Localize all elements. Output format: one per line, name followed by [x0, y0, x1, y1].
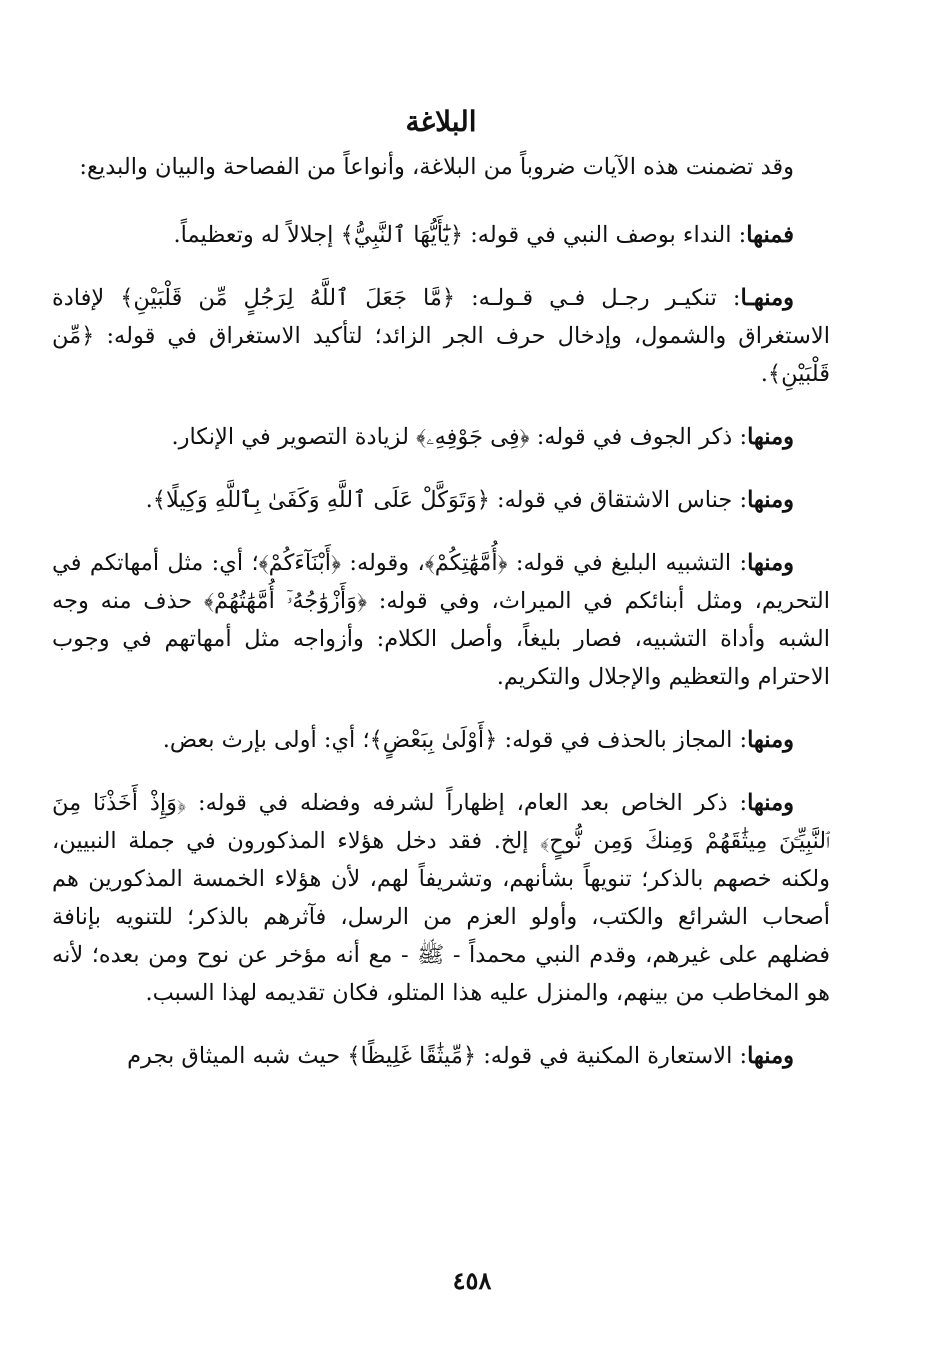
rhetoric-item-2: [52, 279, 830, 393]
item-lead: فمنها: [746, 222, 794, 248]
item-text: : ذكر الخاص بعد العام، إظهاراً لشرفه وفضله في قوله: ﴿وَإِذْ أَخَذْنَا مِنَ ٱلنَّبِيِّـۧنَ مِيثَٰقَهُمْ وَمِنكَ وَمِن نُّوحٍ﴾ إلخ. فقد دخل هؤلاء المذكورون في جملة النبيين، ولكنه خصهم بالذكر؛ تنويهاً بشأنهم، وتشريفاً لهم، لأن هؤلاء الخمسة المذكورين هم أصحاب الشرائع والكتب، وأولو العزم من الرسل، فآثرهم بالذكر؛ للتنويه بإنافة فضلهم على غيرهم، وقدم النبي محمداً - ﷺ - مع أنه مؤخر عن نوح ومن بعده؛ لأنه هو المخاطب من بينهم، والمنزل عليه هذا المتلو، فكان تقديمه لهذا السبب.: [52, 790, 830, 1006]
item-lead: ومنها: [747, 487, 794, 513]
item-text: : المجاز بالحذف في قوله: ﴿أَوْلَىٰ بِبَعْضٍ﴾؛ أي: أولى بإرث بعض.: [162, 727, 748, 753]
rhetoric-item-7: [52, 784, 830, 1012]
item-lead: ومنها: [747, 550, 794, 576]
rhetoric-item-5: [52, 544, 830, 696]
rhetoric-item-1: [52, 216, 830, 254]
item-lead: ومنها: [747, 727, 794, 753]
rhetoric-item-6: [52, 721, 830, 759]
item-text: : التشبيه البليغ في قوله: ﴿أُمَّهَٰتِكُمْ﴾، وقوله: ﴿أَبْنَآءَكُمْ﴾؛ أي: مثل أمهاتكم في التحريم، ومثل أبنائكم في الميراث، وفي قوله: ﴿وَأَزْوَٰجُهُۥٓ أُمَّهَٰتُهُمْ﴾ حذف منه وجه الشبه وأداة التشبيه، فصار بليغاً، وأصل الكلام: وأزواجه مثل أمهاتهم في وجوب الاحترام والتعظيم والإجلال والتكريم.: [52, 550, 830, 690]
page-body: [52, 96, 830, 1100]
item-lead: ومنها: [747, 424, 794, 450]
page-number: ٤٥٨: [452, 1266, 492, 1295]
rhetoric-item-4: [52, 481, 830, 519]
item-text: : الاستعارة المكنية في قوله: ﴿مِّيثَٰقًا غَلِيظًا﴾ حيث شبه الميثاق بجرم: [127, 1043, 748, 1069]
item-lead: ومنهـا: [740, 285, 794, 311]
intro-paragraph: وقد تضمنت هذه الآيات ضروباً من البلاغة، وأنواعاً من الفصاحة والبيان والبديع:: [79, 154, 794, 180]
item-lead: ومنها: [747, 790, 794, 816]
item-lead: ومنها: [747, 1043, 794, 1069]
rhetoric-item-8: [52, 1037, 830, 1075]
section-heading: البلاغة: [405, 105, 477, 138]
rhetoric-item-3: [52, 418, 830, 456]
item-text: : جناس الاشتقاق في قوله: ﴿وَتَوَكَّلْ عَلَى ٱللَّهِ وَكَفَىٰ بِٱللَّهِ وَكِيلًا﴾.: [145, 487, 748, 513]
item-text: : النداء بوصف النبي في قوله: ﴿يَٰٓأَيُّهَا ٱلنَّبِيُّ﴾ إجلالاً له وتعظيماً.: [173, 222, 747, 248]
item-text: : تنكيـر رجـل فـي قـولـه: ﴿مَّا جَعَلَ ٱللَّهُ لِرَجُلٍ مِّن قَلْبَيْنِ﴾ لإفادة الاستغراق والشمول، وإدخال حرف الجر الزائد؛ لتأكيد الاستغراق في قوله: ﴿مِّن قَلْبَيْنِ﴾.: [52, 285, 830, 387]
item-text: : ذكر الجوف في قوله: ﴿فِى جَوْفِهِۦ﴾ لزيادة التصوير في الإنكار.: [171, 424, 748, 450]
